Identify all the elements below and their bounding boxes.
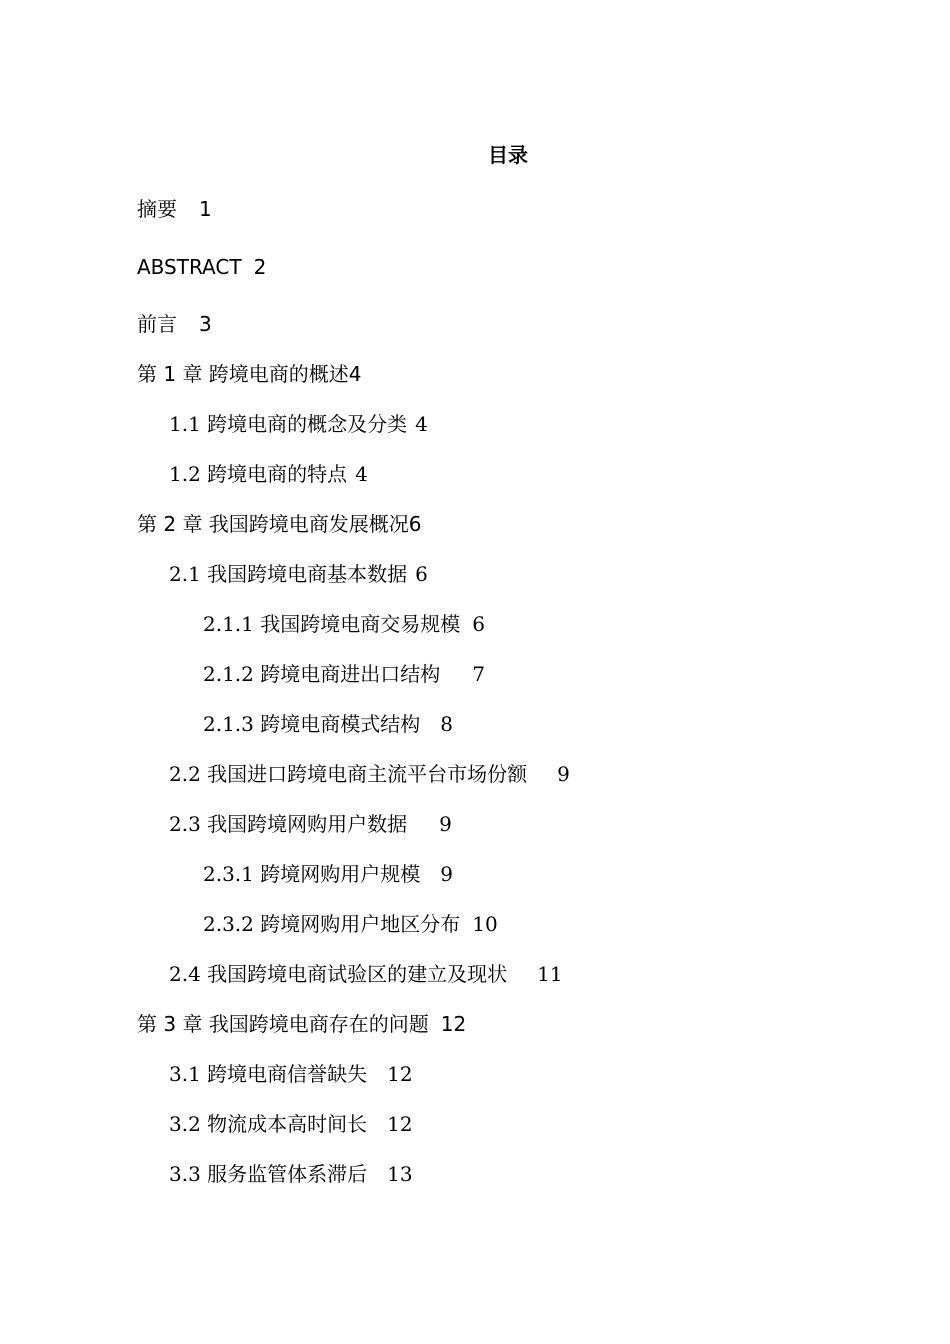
toc-entry-label: 第 3 章 我国跨境电商存在的问题: [137, 1012, 429, 1036]
toc-entry-chapter-3[interactable]: [137, 1011, 466, 1037]
toc-entry-2-1-1[interactable]: [203, 611, 485, 637]
toc-entry-label: 1.2 跨境电商的特点: [169, 462, 348, 486]
toc-entry-2-4[interactable]: [169, 961, 563, 987]
toc-entry-2-3-2[interactable]: [203, 911, 498, 937]
toc-entry-page: 10: [472, 912, 498, 936]
toc-entry-label: 第 1 章 跨境电商的概述: [137, 362, 349, 386]
toc-entry-label: 2.2 我国进口跨境电商主流平台市场份额: [169, 762, 528, 786]
toc-entry-page: 11: [537, 962, 563, 986]
toc-entry-page: 4: [415, 412, 428, 436]
toc-entry-label: 2.1.2 跨境电商进出口结构: [203, 662, 441, 686]
toc-entry-label: 2.3 我国跨境网购用户数据: [169, 812, 408, 836]
toc-entry-page: 9: [439, 812, 452, 836]
toc-entry-label: 2.1.3 跨境电商模式结构: [203, 712, 421, 736]
toc-entry-3-2[interactable]: [169, 1111, 413, 1137]
toc-entry-label: 2.3.1 跨境网购用户规模: [203, 862, 421, 886]
toc-entry-page: 8: [440, 712, 453, 736]
toc-entry-label: 2.1.1 我国跨境电商交易规模: [203, 612, 461, 636]
toc-entry-2-2[interactable]: [169, 761, 570, 787]
toc-entry-label: 3.2 物流成本高时间长: [169, 1112, 368, 1136]
toc-entry-chapter-2[interactable]: [137, 511, 422, 537]
toc-entry-page: 6: [408, 512, 422, 536]
toc-entry-1-1[interactable]: [169, 411, 428, 437]
toc-entry-page: 6: [415, 562, 428, 586]
toc-entry-page: 12: [387, 1062, 413, 1086]
toc-entry-label: 3.3 服务监管体系滞后: [169, 1162, 368, 1186]
toc-entry-label: 3.1 跨境电商信誉缺失: [169, 1062, 368, 1086]
toc-entry-page: 3: [199, 312, 212, 336]
toc-entry-page: 12: [440, 1012, 467, 1036]
toc-entry-label: 前言: [137, 312, 177, 336]
toc-entry-2-3-1[interactable]: [203, 861, 453, 887]
toc-entry-2-1-3[interactable]: [203, 711, 453, 737]
toc-entry-1-2[interactable]: [169, 461, 368, 487]
toc-entry-label: 2.1 我国跨境电商基本数据: [169, 562, 408, 586]
toc-entry-label: 摘要: [137, 197, 177, 221]
toc-entry-page: 12: [387, 1112, 413, 1136]
toc-entry-abstract-cn[interactable]: [137, 196, 212, 222]
toc-entry-label: ABSTRACT: [137, 255, 242, 279]
toc-entry-page: 9: [557, 762, 570, 786]
toc-entry-preface[interactable]: [137, 311, 212, 337]
toc-entry-abstract-en[interactable]: [137, 254, 266, 280]
toc-entry-page: 1: [199, 197, 212, 221]
toc-entry-label: 2.3.2 跨境网购用户地区分布: [203, 912, 461, 936]
toc-entry-2-3[interactable]: [169, 811, 452, 837]
toc-entry-3-1[interactable]: [169, 1061, 413, 1087]
toc-entry-label: 2.4 我国跨境电商试验区的建立及现状: [169, 962, 508, 986]
toc-entry-page: 2: [253, 255, 267, 279]
toc-title: 目录: [488, 143, 528, 167]
toc-entry-page: 4: [348, 362, 362, 386]
toc-entry-page: 9: [440, 862, 453, 886]
toc-entry-page: 7: [472, 662, 485, 686]
toc-entry-3-3[interactable]: [169, 1161, 413, 1187]
toc-entry-2-1[interactable]: [169, 561, 428, 587]
toc-entry-label: 1.1 跨境电商的概念及分类: [169, 412, 408, 436]
toc-entry-page: 13: [387, 1162, 413, 1186]
toc-entry-chapter-1[interactable]: [137, 361, 362, 387]
toc-entry-page: 4: [355, 462, 368, 486]
toc-entry-page: 6: [472, 612, 485, 636]
toc-entry-label: 第 2 章 我国跨境电商发展概况: [137, 512, 409, 536]
toc-entry-2-1-2[interactable]: [203, 661, 485, 687]
